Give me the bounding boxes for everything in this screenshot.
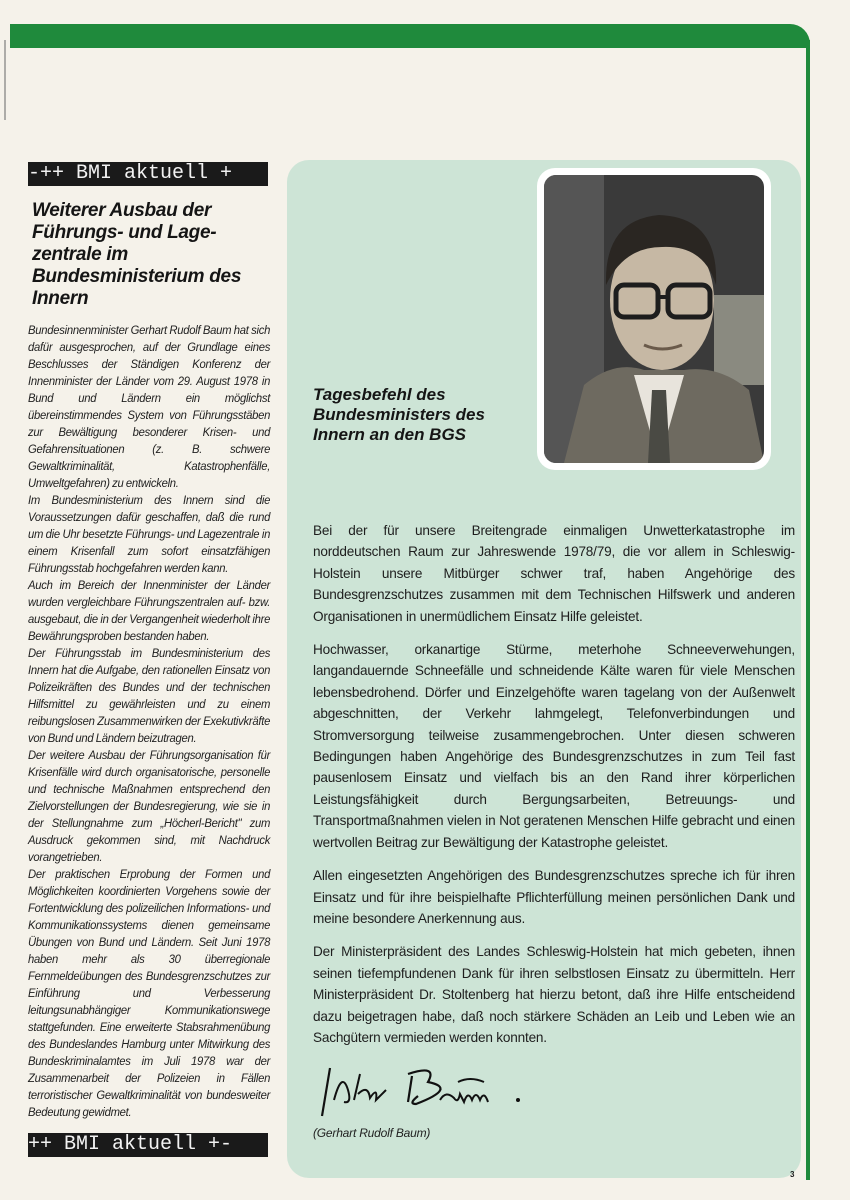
order-paragraph: Allen eingesetzten Angehörigen des Bundesgrenzschutzes spreche ich für ihren Einsatz und für ihre beispielhafte Pflichterfüllung meinen persönlichen Dank und meine besondere Anerkennung aus. [313, 868, 795, 926]
article-paragraph: Der weitere Ausbau der Führungsorganisation für Krisenfälle wird durch organisatorische, personelle und technische Maßnahmen entsprechend den Zielvorstellungen der Bundesregierung, wie sie in der Stellungnahme zum „Höcherl-Bericht" zum Ausdruck gekommen sind, mit Nachdruck vorangetrieben. [28, 748, 271, 864]
green-header-bar [10, 24, 810, 48]
article-paragraph: Der praktischen Erprobung der Formen und Möglichkeiten koordinierten Vorgehens sowie der Fortentwicklung des polizeilichen Informations- und Kommunikationssystems dienen gemeinsame Übungen von Bund und Ländern. Seit Juni 1978 haben mehr als 30 überregionale Fernmeldeübungen des Bundesgrenzschutzes zur Einführung und Verbesserung leitungsunabhängiger Kommunikationswege stattgefunden. Eine erweiterte Stabsrahmenübung des Bundeslandes Hamburg unter Mitwirkung des Bundeskriminalamtes im Juli 1978 war der Zusammenarbeit der Polizeien in Fällen terroristischer Gewaltkriminalität von bundesweiter Bedeutung gewidmet. [28, 867, 271, 1119]
bmi-aktuell-banner-top: -++ BMI aktuell + [28, 162, 268, 186]
order-title: Tagesbefehl des Bundesministers des Innern an den BGS [313, 385, 485, 444]
order-paragraph: Hochwasser, orkanartige Stürme, meterhohe Schneeverwehungen, langandauernde Schneefälle und schneidende Kälte waren für viele Menschen lebensbedrohend. Dörfer und Einzelgehöfte waren tagelang von der Außenwelt abgeschnitten, der Verkehr lahmgelegt, Telefonverbindungen und Stromversorgung teilweise zusammengebrochen. Unter diesen schweren Bedingungen haben Angehörige des Bundesgrenzschutzes in zum Teil fast pausenlosem Einsatz und vielfach bis an den Rand ihrer körperlichen Leistungsfähigkeit durch Bergungsarbeiten, Betreuungs- und Transportmaßnahmen vielen in Not geratenen Menschen Hilfe gebracht und einen wertvollen Beitrag zur Bewältigung der Katastrophe geleistet. [313, 642, 795, 850]
bmi-aktuell-banner-bottom: ++ BMI aktuell +- [28, 1133, 268, 1157]
article-column [28, 200, 272, 1157]
article-body [28, 322, 270, 1121]
handwritten-signature [308, 1060, 795, 1120]
order-body [313, 520, 795, 1141]
minister-portrait [537, 168, 771, 470]
page-number: 3 [790, 1170, 795, 1179]
article-paragraph: Im Bundesministerium des Innern sind die Voraussetzungen dafür geschaffen, daß die rund um die Uhr besetzte Führungs- und Lagezentrale in einem Krisenfall zum sofort einsatzfähigen Führungsstab hochgefahren werden kann. [28, 493, 271, 575]
article-body-frame [28, 322, 270, 1121]
signer-name: (Gerhart Rudolf Baum) [313, 1126, 431, 1141]
article-paragraph: Der Führungsstab im Bundesministerium des Innern hat die Aufgabe, den rationellen Einsatz von Polizeikräften des Bundes und der technischen Hilfsmittel zu gewährleisten und zu einem reibungslosen Zusammenwirken der Exekutivkräfte von Bund und Ländern beizutragen. [28, 646, 271, 745]
article-headline: Weiterer Ausbau der Führungs- und Lage-zentrale im Bundesministerium des Innern [32, 200, 242, 309]
order-paragraph: Der Ministerpräsident des Landes Schleswig-Holstein hat mich gebeten, ihnen seinen tiefempfundenen Dank für ihren selbstlosen Einsatz zu übermitteln. Herr Ministerpräsident Dr. Stoltenberg hat hierzu betont, daß ihre Hilfe entscheidend dazu beigetragen habe, daß noch stärkere Schäden an Leib und Leben wie an Sachgütern vermieden werden konnten. [313, 944, 795, 1045]
green-margin-rule [806, 40, 810, 1180]
article-paragraph: Bundesinnenminister Gerhart Rudolf Baum hat sich dafür ausgesprochen, auf der Grundlage eines Beschlusses der Ständigen Konferenz der Innenminister der Länder vom 29. August 1978 in Bund und Ländern ein möglichst übereinstimmendes System von Führungsstäben zur Bewältigung besonderer Krisen- und Gefahrensituationen (z. B. schwere Gewaltkriminalität, Katastrophenfälle, Umweltgefahren) zu entwickeln. [28, 323, 271, 490]
portrait-image [544, 175, 764, 463]
article-paragraph: Auch im Bereich der Innenminister der Länder wurden vergleichbare Führungszentralen auf- bzw. ausgebaut, die in der Vergangenheit wiederholt ihre Bewährungsproben bestanden haben. [28, 578, 271, 643]
binding-edge [4, 40, 6, 120]
order-paragraph: Bei der für unsere Breitengrade einmaligen Unwetterkatastrophe im norddeutschen Raum zur Jahreswende 1978/79, die vor allem in Schleswig-Holstein unsere Mitbürger schwer traf, haben Angehörige des Bundesgrenzschutzes zusammen mit dem Technischen Hilfswerk und anderen Organisationen in unermüdlichem Einsatz Hilfe geleistet. [313, 523, 795, 624]
